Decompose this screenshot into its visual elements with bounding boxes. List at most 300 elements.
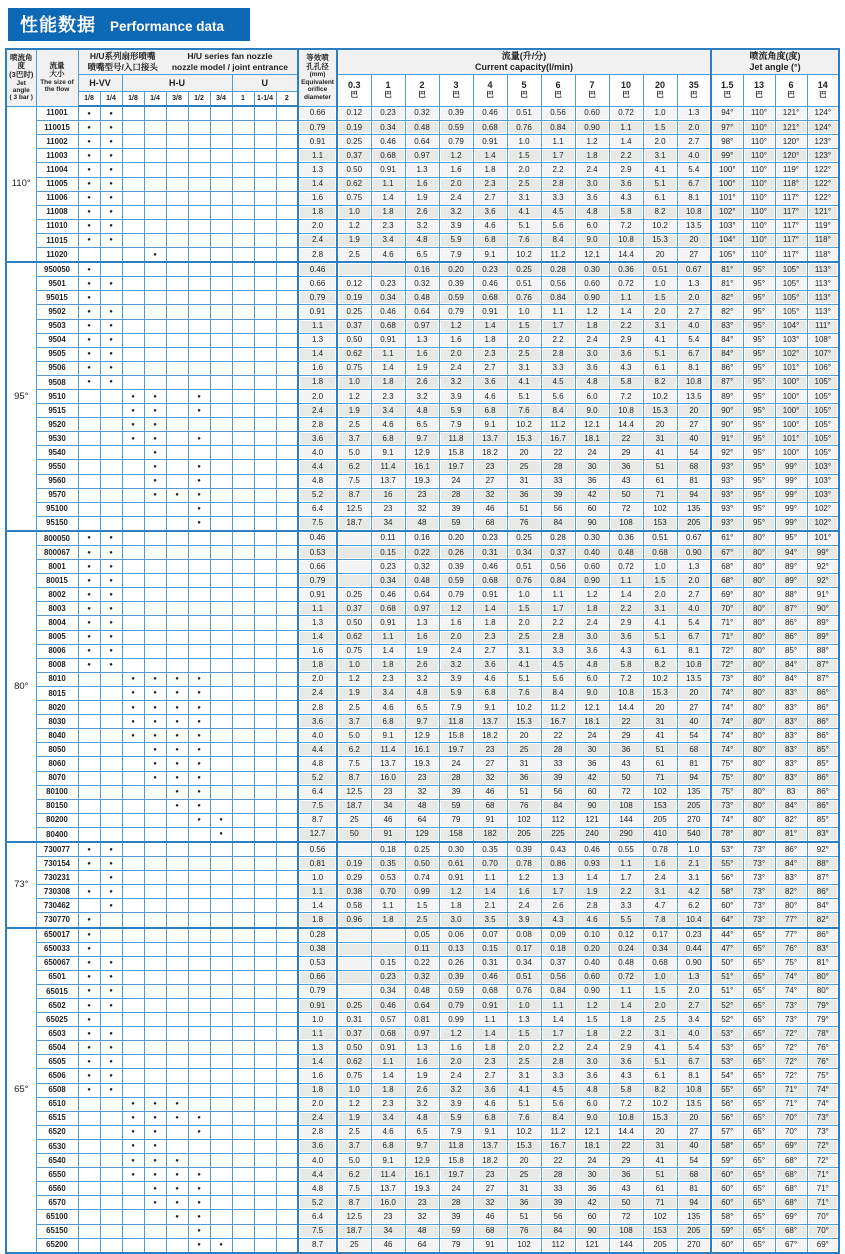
- table-row: [6, 1055, 839, 1069]
- capacity-cell: 39: [541, 1196, 575, 1210]
- dot-cell: [100, 799, 122, 813]
- capacity-cell: 84: [541, 799, 575, 813]
- angle-cell: 95°: [743, 347, 775, 361]
- dot-cell: [276, 149, 298, 163]
- dot-cell: [144, 121, 166, 135]
- dot-cell: [232, 871, 254, 885]
- capacity-cell: 32: [405, 785, 439, 799]
- dot-cell: [188, 546, 210, 560]
- model-cell: 11003: [36, 149, 78, 163]
- selected-joint-dot: ●: [166, 488, 188, 502]
- selected-joint-dot: ●: [166, 729, 188, 743]
- angle-cell: 93°: [711, 516, 743, 531]
- dot-cell: [144, 1083, 166, 1097]
- orifice-cell: 2.0: [298, 672, 337, 686]
- selected-joint-dot: ●: [100, 319, 122, 333]
- orifice-cell: 0.79: [298, 291, 337, 305]
- model-cell: 6508: [36, 1083, 78, 1097]
- model-cell: 11001: [36, 106, 78, 121]
- dot-cell: [232, 1139, 254, 1153]
- capacity-cell: 39: [439, 785, 473, 799]
- capacity-cell: 5.9: [439, 404, 473, 418]
- capacity-cell: 2.9: [609, 163, 643, 177]
- capacity-cell: 42: [575, 1196, 609, 1210]
- capacity-cell: 13.5: [677, 389, 711, 403]
- dot-cell: [122, 630, 144, 644]
- joint-size-header: 3/4: [210, 92, 232, 107]
- dot-cell: [122, 191, 144, 205]
- angle-cell: 117°: [775, 248, 807, 263]
- dot-cell: [144, 361, 166, 375]
- dot-cell: [254, 743, 276, 757]
- capacity-cell: 0.40: [575, 546, 609, 560]
- dot-cell: [122, 1224, 144, 1238]
- dot-cell: [100, 248, 122, 263]
- selected-joint-dot: ●: [100, 305, 122, 319]
- angle-cell: 65°: [743, 970, 775, 984]
- dot-cell: [144, 616, 166, 630]
- dot-cell: [210, 616, 232, 630]
- dot-cell: [254, 333, 276, 347]
- capacity-cell: 3.1: [643, 1027, 677, 1041]
- angle-cell: 85°: [775, 644, 807, 658]
- dot-cell: [232, 389, 254, 403]
- orifice-cell: 1.3: [298, 163, 337, 177]
- capacity-cell: 3.3: [541, 644, 575, 658]
- angle-cell: 122°: [807, 177, 839, 191]
- capacity-cell: 3.2: [405, 219, 439, 233]
- capacity-cell: 0.32: [405, 277, 439, 291]
- selected-joint-dot: ●: [78, 1013, 100, 1027]
- capacity-cell: 1.6: [643, 857, 677, 871]
- capacity-cell: 2.0: [507, 1041, 541, 1055]
- capacity-cell: 40: [677, 715, 711, 729]
- angle-cell: 103°: [807, 488, 839, 502]
- dot-cell: [254, 842, 276, 857]
- capacity-cell: 3.9: [439, 1097, 473, 1111]
- table-row: [6, 1154, 839, 1168]
- angle-cell: 83°: [775, 715, 807, 729]
- angle-cell: 78°: [807, 1027, 839, 1041]
- capacity-cell: 0.31: [337, 1013, 371, 1027]
- capacity-cell: 5.8: [609, 205, 643, 219]
- capacity-cell: 2.0: [439, 347, 473, 361]
- capacity-cell: 0.64: [405, 305, 439, 319]
- dot-cell: [78, 827, 100, 842]
- model-cell: 6570: [36, 1196, 78, 1210]
- angle-cell: 75°: [775, 956, 807, 970]
- dot-cell: [188, 885, 210, 899]
- capacity-cell: 2.2: [609, 149, 643, 163]
- angle-cell: 98°: [711, 135, 743, 149]
- angle-cell: 82°: [775, 885, 807, 899]
- capacity-cell: 3.6: [473, 1083, 507, 1097]
- dot-cell: [210, 560, 232, 574]
- selected-joint-dot: ●: [188, 757, 210, 771]
- capacity-cell: 1.4: [473, 885, 507, 899]
- capacity-cell: [337, 546, 371, 560]
- dot-cell: [100, 1210, 122, 1224]
- jet-angle-pressure-header: [711, 75, 743, 107]
- angle-cell: 86°: [807, 715, 839, 729]
- orifice-cell: 1.6: [298, 191, 337, 205]
- capacity-cell: 2.4: [575, 333, 609, 347]
- dot-cell: [122, 588, 144, 602]
- capacity-cell: 2.4: [439, 644, 473, 658]
- angle-cell: 111°: [807, 319, 839, 333]
- angle-cell: 121°: [775, 106, 807, 121]
- orifice-cell: 8.7: [298, 1238, 337, 1253]
- capacity-pressure-header: [507, 75, 541, 107]
- orifice-cell: 1.6: [298, 361, 337, 375]
- capacity-cell: 7.6: [507, 233, 541, 247]
- dot-cell: [188, 319, 210, 333]
- orifice-header-cn2: 孔孔径: [306, 61, 329, 71]
- angle-cell: 86°: [807, 686, 839, 700]
- capacity-cell: 2.4: [439, 191, 473, 205]
- dot-cell: [188, 1041, 210, 1055]
- dot-cell: [254, 588, 276, 602]
- capacity-cell: 0.50: [337, 1041, 371, 1055]
- capacity-cell: 8.2: [643, 205, 677, 219]
- model-cell: 730077: [36, 842, 78, 857]
- capacity-cell: 1.8: [473, 1041, 507, 1055]
- capacity-cell: 3.1: [643, 319, 677, 333]
- capacity-cell: 0.60: [575, 277, 609, 291]
- table-row: [6, 956, 839, 970]
- capacity-cell: 1.8: [371, 913, 405, 928]
- dot-cell: [166, 418, 188, 432]
- capacity-cell: 1.9: [405, 191, 439, 205]
- angle-cell: 60°: [711, 1238, 743, 1253]
- capacity-cell: 2.7: [473, 361, 507, 375]
- capacity-cell: 1.6: [405, 1055, 439, 1069]
- capacity-cell: 41: [643, 446, 677, 460]
- angle-cell: 80°: [743, 531, 775, 546]
- capacity-cell: 3.2: [439, 1083, 473, 1097]
- capacity-cell: 0.48: [405, 984, 439, 998]
- dot-cell: [232, 474, 254, 488]
- dot-cell: [254, 546, 276, 560]
- orifice-cell: 3.6: [298, 715, 337, 729]
- capacity-cell: 2.5: [337, 418, 371, 432]
- capacity-cell: 2.2: [609, 319, 643, 333]
- model-cell: 6503: [36, 1027, 78, 1041]
- capacity-cell: 153: [643, 516, 677, 531]
- dot-cell: [122, 106, 144, 121]
- dot-cell: [232, 658, 254, 672]
- capacity-cell: 8.2: [643, 658, 677, 672]
- dot-cell: [232, 799, 254, 813]
- capacity-cell: 12.5: [337, 502, 371, 516]
- model-cell: 11008: [36, 205, 78, 219]
- page-title-en: Performance data: [110, 19, 225, 34]
- capacity-cell: 11.8: [439, 432, 473, 446]
- table-row: [6, 205, 839, 219]
- capacity-cell: 90: [575, 1224, 609, 1238]
- capacity-cell: 3.6: [609, 1055, 643, 1069]
- capacity-cell: 14.4: [609, 418, 643, 432]
- capacity-cell: 1.0: [643, 277, 677, 291]
- selected-joint-dot: ●: [78, 1055, 100, 1069]
- orifice-cell: 8.7: [298, 813, 337, 827]
- capacity-cell: 41: [643, 729, 677, 743]
- capacity-cell: 4.0: [677, 1027, 711, 1041]
- dot-cell: [232, 1125, 254, 1139]
- dot-cell: [188, 205, 210, 219]
- capacity-cell: 0.25: [405, 842, 439, 857]
- capacity-cell: 12.9: [405, 446, 439, 460]
- model-cell: 11005: [36, 177, 78, 191]
- model-cell: 8030: [36, 715, 78, 729]
- angle-cell: 73°: [743, 885, 775, 899]
- dot-cell: [232, 1027, 254, 1041]
- angle-cell: 72°: [711, 644, 743, 658]
- table-row: [6, 1013, 839, 1027]
- capacity-cell: 11.4: [371, 743, 405, 757]
- dot-cell: [210, 1041, 232, 1055]
- selected-joint-dot: ●: [100, 1055, 122, 1069]
- angle-cell: 74°: [775, 984, 807, 998]
- capacity-cell: 28: [439, 488, 473, 502]
- capacity-cell: 48: [405, 799, 439, 813]
- capacity-cell: 15.3: [643, 1111, 677, 1125]
- table-row: [6, 516, 839, 531]
- angle-cell: 70°: [775, 1125, 807, 1139]
- capacity-pressure-unit: 巴: [350, 90, 359, 100]
- capacity-cell: 18.7: [337, 516, 371, 531]
- dot-cell: [188, 658, 210, 672]
- capacity-cell: 40: [677, 432, 711, 446]
- capacity-cell: 4.6: [473, 1097, 507, 1111]
- dot-cell: [276, 842, 298, 857]
- selected-joint-dot: ●: [78, 319, 100, 333]
- dot-cell: [254, 163, 276, 177]
- capacity-pressure-value: 0.3: [348, 80, 361, 91]
- capacity-cell: 2.0: [643, 999, 677, 1013]
- dot-cell: [210, 277, 232, 291]
- model-cell: 9515: [36, 404, 78, 418]
- capacity-cell: 5.1: [507, 672, 541, 686]
- angle-cell: 86°: [775, 842, 807, 857]
- capacity-cell: 1.9: [337, 233, 371, 247]
- dot-cell: [276, 219, 298, 233]
- dot-cell: [210, 1196, 232, 1210]
- capacity-cell: 10.2: [643, 389, 677, 403]
- capacity-cell: 5.0: [337, 446, 371, 460]
- dot-cell: [232, 1055, 254, 1069]
- capacity-cell: 12.1: [575, 418, 609, 432]
- capacity-cell: 0.90: [575, 121, 609, 135]
- dot-cell: [144, 177, 166, 191]
- angle-cell: 80°: [743, 686, 775, 700]
- angle-cell: 73°: [743, 871, 775, 885]
- angle-cell: 105°: [807, 418, 839, 432]
- capacity-cell: 3.1: [643, 885, 677, 899]
- angle-cell: 44°: [711, 928, 743, 943]
- dot-cell: [122, 149, 144, 163]
- capacity-cell: 1.4: [371, 644, 405, 658]
- capacity-cell: 112: [541, 813, 575, 827]
- dot-cell: [122, 885, 144, 899]
- dot-cell: [188, 248, 210, 263]
- dot-cell: [144, 984, 166, 998]
- capacity-cell: 5.6: [541, 389, 575, 403]
- model-cell: 730231: [36, 871, 78, 885]
- capacity-cell: 6.1: [643, 644, 677, 658]
- model-cell: 11020: [36, 248, 78, 263]
- angle-cell: 95°: [775, 531, 807, 546]
- capacity-cell: 0.64: [405, 999, 439, 1013]
- model-cell: 8002: [36, 588, 78, 602]
- model-cell: 11004: [36, 163, 78, 177]
- angle-cell: 101°: [775, 432, 807, 446]
- dot-cell: [232, 446, 254, 460]
- selected-joint-dot: ●: [78, 375, 100, 389]
- orifice-cell: 1.1: [298, 885, 337, 899]
- capacity-cell: 23: [371, 1210, 405, 1224]
- capacity-cell: 1.5: [507, 1027, 541, 1041]
- dot-cell: [232, 205, 254, 219]
- capacity-cell: 29: [609, 446, 643, 460]
- dot-cell: [276, 347, 298, 361]
- selected-joint-dot: ●: [78, 1083, 100, 1097]
- dot-cell: [276, 999, 298, 1013]
- angle-cell: 65°: [743, 1055, 775, 1069]
- capacity-cell: 20: [643, 418, 677, 432]
- capacity-cell: 11.2: [541, 248, 575, 263]
- capacity-cell: 0.46: [473, 277, 507, 291]
- capacity-cell: 42: [575, 488, 609, 502]
- angle-cell: 86°: [807, 799, 839, 813]
- angle-cell: 113°: [807, 305, 839, 319]
- dot-cell: [210, 135, 232, 149]
- dot-cell: [254, 205, 276, 219]
- capacity-cell: 0.74: [405, 871, 439, 885]
- dot-cell: [100, 488, 122, 502]
- dot-cell: [232, 333, 254, 347]
- angle-cell: 59°: [711, 1154, 743, 1168]
- capacity-cell: 19.7: [439, 1168, 473, 1182]
- capacity-cell: 0.96: [337, 913, 371, 928]
- selected-joint-dot: ●: [100, 899, 122, 913]
- selected-joint-dot: ●: [100, 1069, 122, 1083]
- dot-cell: [122, 602, 144, 616]
- dot-cell: [144, 106, 166, 121]
- angle-cell: 80°: [743, 827, 775, 842]
- capacity-cell: 2.0: [643, 135, 677, 149]
- dot-cell: [166, 999, 188, 1013]
- capacity-cell: 0.91: [371, 163, 405, 177]
- capacity-cell: 1.4: [575, 871, 609, 885]
- selected-joint-dot: ●: [188, 502, 210, 516]
- capacity-cell: 72: [609, 785, 643, 799]
- dot-cell: [254, 757, 276, 771]
- dot-cell: [166, 588, 188, 602]
- dot-cell: [276, 686, 298, 700]
- dot-cell: [144, 785, 166, 799]
- nozzle-group-header: [78, 49, 298, 75]
- dot-cell: [188, 588, 210, 602]
- capacity-cell: 1.5: [643, 984, 677, 998]
- table-row: [6, 502, 839, 516]
- dot-cell: [144, 871, 166, 885]
- capacity-cell: 1.8: [473, 333, 507, 347]
- capacity-cell: [337, 574, 371, 588]
- capacity-cell: 19.7: [439, 460, 473, 474]
- dot-cell: [276, 1139, 298, 1153]
- dot-cell: [232, 813, 254, 827]
- model-cell: 6506: [36, 1069, 78, 1083]
- selected-joint-dot: ●: [100, 219, 122, 233]
- capacity-cell: 0.58: [337, 899, 371, 913]
- angle-cell: 70°: [807, 1224, 839, 1238]
- capacity-cell: 4.6: [371, 248, 405, 263]
- capacity-cell: 56: [541, 785, 575, 799]
- capacity-cell: 20: [677, 1111, 711, 1125]
- capacity-cell: 10.2: [507, 1125, 541, 1139]
- dot-cell: [166, 319, 188, 333]
- selected-joint-dot: ●: [144, 715, 166, 729]
- table-row: [6, 191, 839, 205]
- dot-cell: [100, 1182, 122, 1196]
- capacity-cell: 7.2: [609, 389, 643, 403]
- angle-cell: 84°: [775, 857, 807, 871]
- capacity-cell: 2.1: [473, 899, 507, 913]
- angle-cell: 106°: [807, 361, 839, 375]
- angle-cell: 110°: [743, 219, 775, 233]
- capacity-cell: 1.0: [507, 999, 541, 1013]
- angle-cell: 93°: [711, 488, 743, 502]
- angle-cell: 65°: [743, 1154, 775, 1168]
- capacity-cell: 46: [371, 813, 405, 827]
- jet-angle-pressure-header: [743, 75, 775, 107]
- angle-cell: 85°: [807, 813, 839, 827]
- model-cell: 65025: [36, 1013, 78, 1027]
- capacity-cell: 4.5: [541, 658, 575, 672]
- selected-joint-dot: ●: [122, 1168, 144, 1182]
- dot-cell: [210, 658, 232, 672]
- dot-cell: [254, 885, 276, 899]
- dot-cell: [166, 885, 188, 899]
- dot-cell: [144, 502, 166, 516]
- capacity-cell: 46: [473, 785, 507, 799]
- capacity-cell: 5.1: [507, 389, 541, 403]
- angle-cell: 95°: [743, 502, 775, 516]
- capacity-cell: 76: [507, 516, 541, 531]
- selected-joint-dot: ●: [210, 1238, 232, 1253]
- angle-cell: 50°: [711, 956, 743, 970]
- capacity-cell: 2.4: [643, 871, 677, 885]
- angle-cell: 60°: [711, 899, 743, 913]
- capacity-cell: 0.39: [439, 106, 473, 121]
- dot-cell: [100, 1013, 122, 1027]
- dot-cell: [144, 827, 166, 842]
- angle-cell: 80°: [743, 771, 775, 785]
- capacity-pressure-unit: 巴: [690, 90, 698, 100]
- capacity-cell: 0.91: [371, 333, 405, 347]
- dot-cell: [232, 177, 254, 191]
- capacity-cell: 13.7: [371, 757, 405, 771]
- angle-cell: 105°: [807, 375, 839, 389]
- dot-cell: [144, 205, 166, 219]
- dot-cell: [166, 233, 188, 247]
- capacity-cell: 51: [643, 1168, 677, 1182]
- capacity-cell: 0.99: [439, 1013, 473, 1027]
- dot-cell: [100, 1196, 122, 1210]
- angle-cell: 117°: [775, 219, 807, 233]
- capacity-cell: 225: [541, 827, 575, 842]
